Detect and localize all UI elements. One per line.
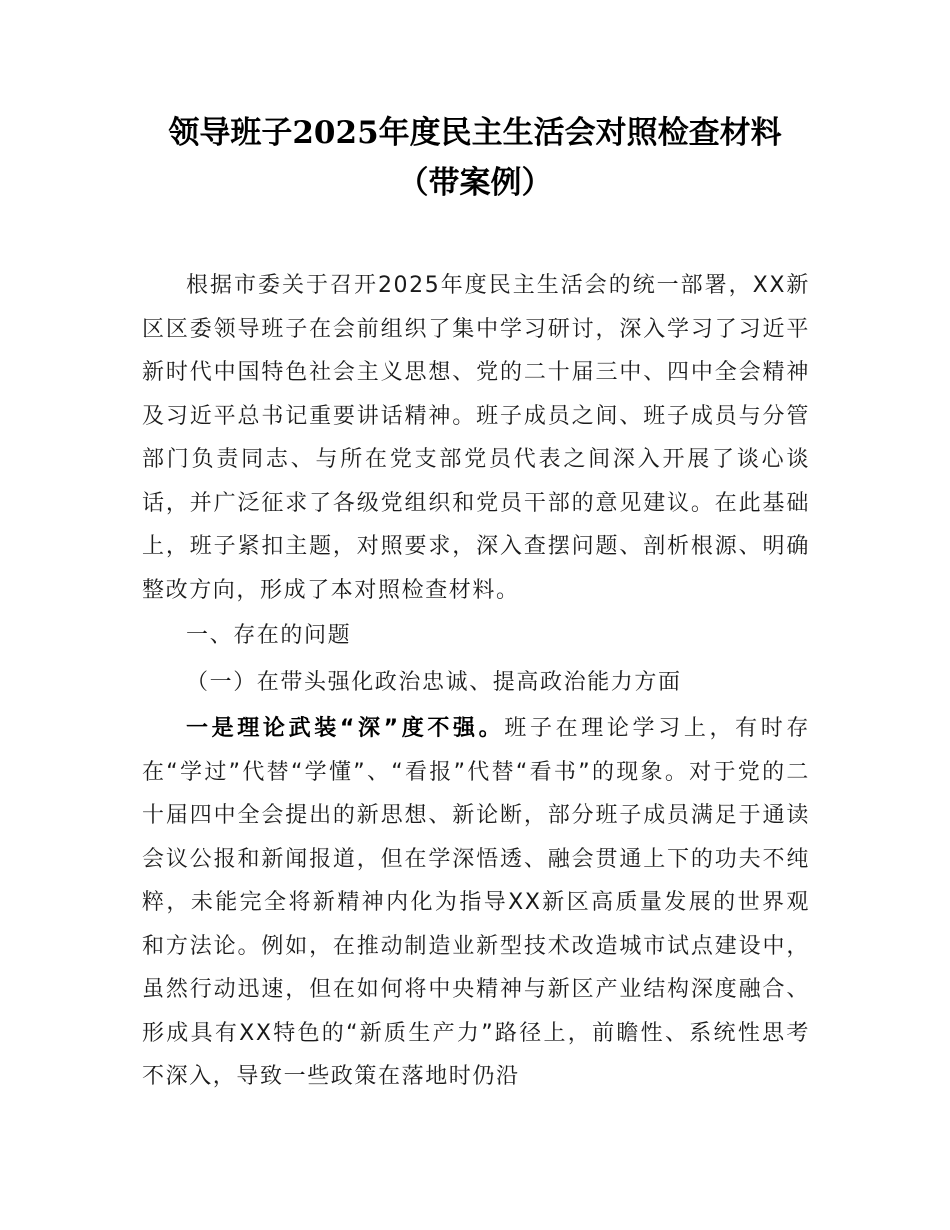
point-paragraph-theory — [142, 707, 810, 1099]
point-text-theory: 班子在理论学习上，有时存在“学过”代替“学懂”、“看报”代替“看书”的现象。对于党的二十届四中全会提出的新思想、新论断，部分班子成员满足于通读会议公报和新闻报道，但在学深悟透、融会贯通上下的功夫不纯粹，未能完全将新精神内化为指导XX新区高质量发展的世界观和方法论。例如，在推动制造业新型技术改造城市试点建设中，虽然行动迅速，但在如何将中央精神与新区产业结构深度融合、形成具有XX特色的“新质生产力”路径上，前瞻性、系统性思考不深入，导致一些政策在落地时仍沿 — [142, 716, 811, 1089]
intro-paragraph: 根据市委关于召开2025年度民主生活会的统一部署，XX新区区委领导班子在会前组织了集中学习研讨，深入学习了习近平新时代中国特色社会主义思想、党的二十届三中、四中全会精神及习近平总书记重要讲话精神。班子成员之间、班子成员与分管部门负责同志、与所在党支部党员代表之间深入开展了谈心谈话，并广泛征求了各级党组织和党员干部的意见建议。在此基础上，班子紧扣主题，对照要求，深入查摆问题、剖析根源、明确整改方向，形成了本对照检查材料。 — [142, 273, 810, 603]
point-lead-theory: 一是理论武装“深”度不强。 — [186, 716, 505, 741]
section-heading-problems: 一、存在的问题 — [186, 623, 352, 648]
document-title — [0, 108, 950, 208]
title-line-subtitle: （带案例） — [397, 165, 553, 201]
title-line-main: 领导班子2025年度民主生活会对照检查材料 — [168, 115, 782, 151]
subsection-heading-political-loyalty: （一）在带头强化政治忠诚、提高政治能力方面 — [186, 669, 682, 695]
document-body — [142, 264, 810, 1099]
